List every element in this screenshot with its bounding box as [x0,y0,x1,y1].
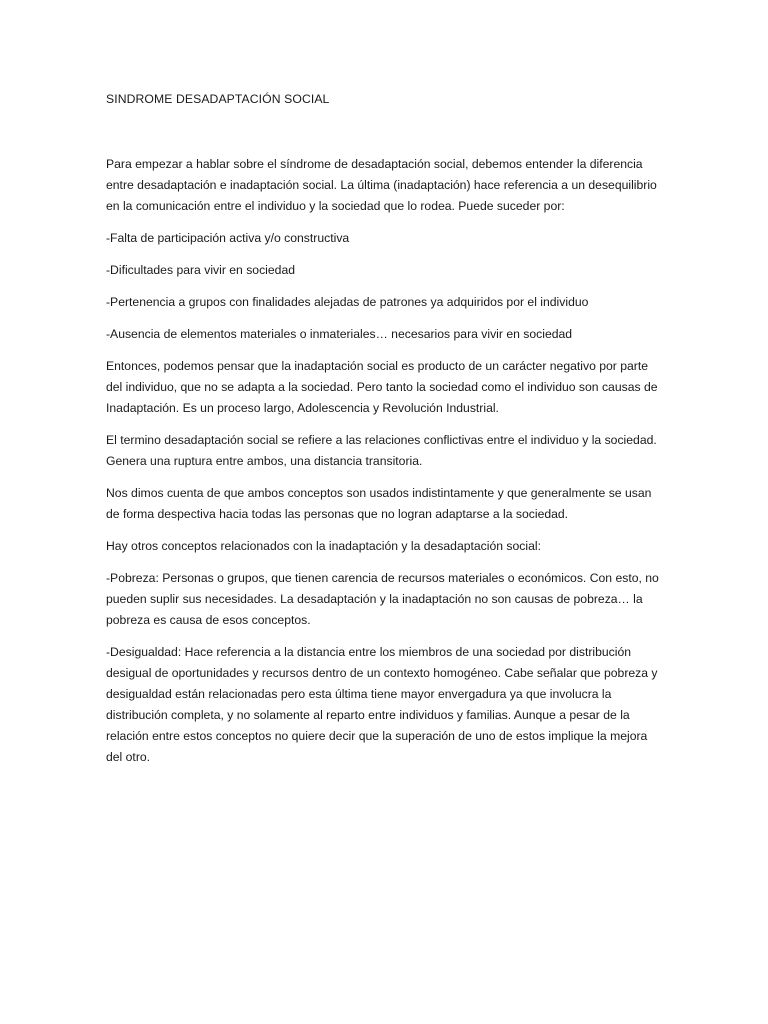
paragraph-nos-dimos: Nos dimos cuenta de que ambos conceptos son usados indistintamente y que generalmente se usan de forma despectiva hacia todas las personas que no logran adaptarse a la sociedad. [106,486,652,521]
paragraph-entonces: Entonces, podemos pensar que la inadaptación social es producto de un carácter negativo por parte del individuo, que no se adapta a la sociedad. Pero tanto la sociedad como el individuo son causas de Inadaptación. Es un proceso largo, Adolescencia y Revolución Industrial. [106,359,658,415]
paragraph-desigualdad: -Desigualdad: Hace referencia a la distancia entre los miembros de una sociedad por distribución desigual de oportunidades y recursos dentro de un contexto homogéneo. Cabe señalar que pobreza y desigualdad están relacionadas pero esta última tiene mayor envergadura ya que involucra la distribución completa, y no solamente al reparto entre individuos y familias. Aunque a pesar de la relación entre estos conceptos no quiere decir que la superación de uno de estos implique la mejora del otro. [106,645,658,764]
list-item-pertenencia: -Pertenencia a grupos con finalidades alejadas de patrones ya adquiridos por el individuo [106,295,589,309]
list-item-dificultades: -Dificultades para vivir en sociedad [106,263,295,277]
paragraph-pobreza: -Pobreza: Personas o grupos, que tienen carencia de recursos materiales o económicos. Con esto, no pueden suplir sus necesidades. La desadaptación y la inadaptación no son causas de pobreza… la pobreza es causa de esos conceptos. [106,571,659,627]
document-body [106,154,662,779]
list-item-ausencia: -Ausencia de elementos materiales o inmateriales… necesarios para vivir en sociedad [106,327,573,341]
paragraph-termino: El termino desadaptación social se refiere a las relaciones conflictivas entre el individuo y la sociedad. Genera una ruptura entre ambos, una distancia transitoria. [106,433,657,468]
list-item-participacion: -Falta de participación activa y/o constructiva [106,231,350,245]
document-title: SINDROME DESADAPTACIÓN SOCIAL [106,92,330,106]
paragraph-intro: Para empezar a hablar sobre el síndrome de desadaptación social, debemos entender la diferencia entre desadaptación e inadaptación social. La última (inadaptación) hace referencia a un desequilibrio en la comunicación entre el individuo y la sociedad que lo rodea. Puede suceder por: [106,157,657,213]
paragraph-otros-conceptos: Hay otros conceptos relacionados con la inadaptación y la desadaptación social: [106,539,541,553]
